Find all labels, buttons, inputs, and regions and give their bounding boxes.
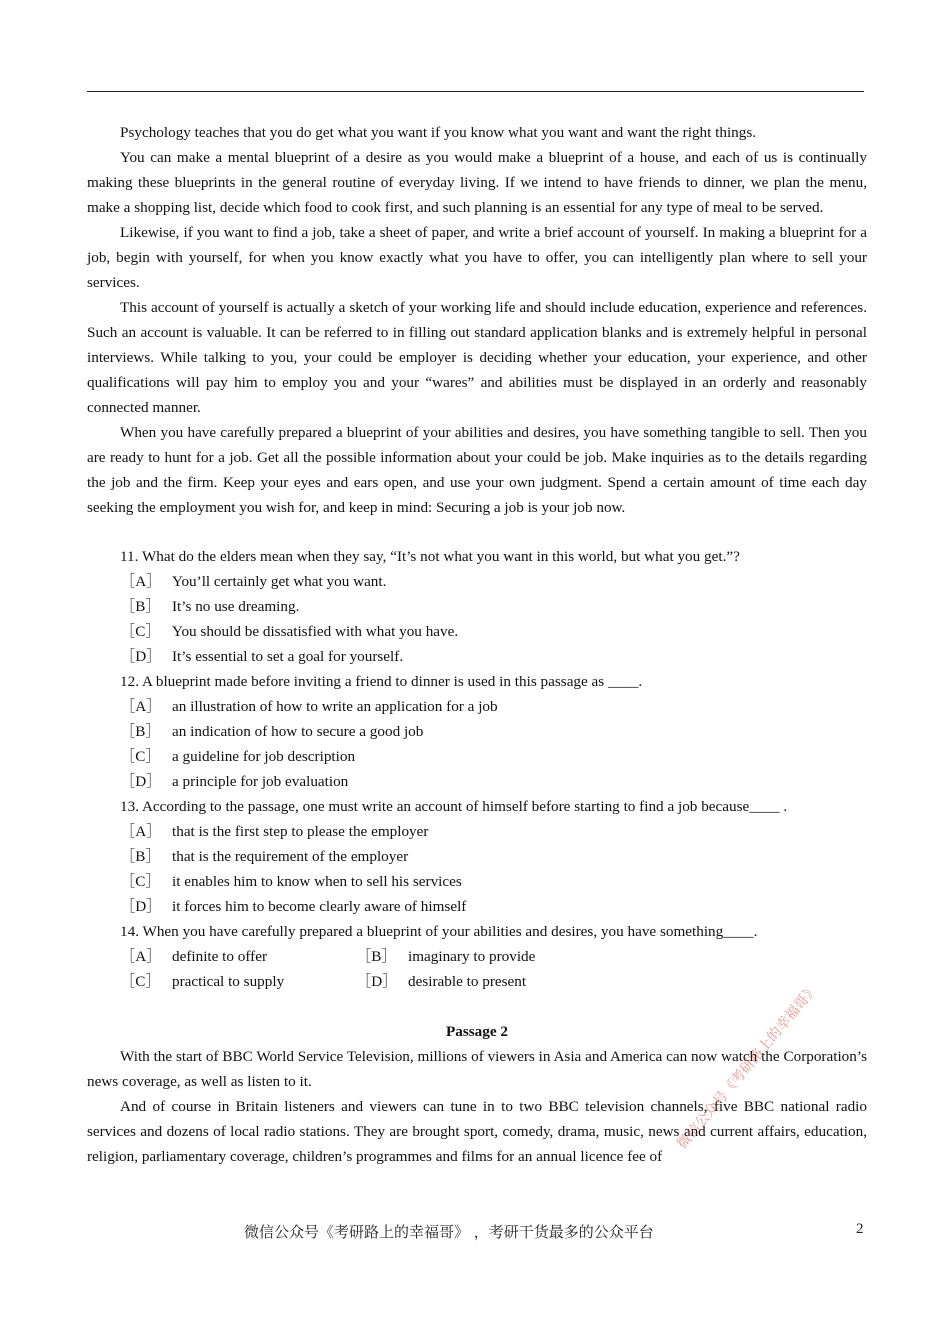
option-a: ［A］ that is the first step to please the employer: [120, 823, 429, 840]
header-rule: [87, 91, 864, 92]
page-number: 2: [856, 1221, 864, 1237]
question-14: [87, 919, 867, 994]
option-c: ［C］ You should be dissatisfied with what you have.: [120, 623, 459, 640]
option-b: ［B］ an indication of how to secure a good job: [120, 723, 424, 740]
question-12: [87, 669, 867, 794]
paragraph: Psychology teaches that you do get what you want if you know what you want and want the right things.: [120, 124, 757, 141]
page-content: [87, 120, 867, 1169]
question-stem: 11. What do the elders mean when they say, “It’s not what you want in this world, but what you get.”?: [120, 548, 740, 565]
option-b-label: ［B］: [356, 948, 397, 965]
option-d-text: desirable to present: [408, 973, 527, 990]
paragraph: And of course in Britain listeners and viewers can tune in to two BBC television channels, five BBC national radio services and dozens of local radio stations. They are brought sport, comedy, drama, music, news and current affairs, education, religion, parliamentary coverage, children’s programmes and films for an annual licence fee of: [87, 1098, 867, 1165]
paragraph: You can make a mental blueprint of a desire as you would make a blueprint of a house, and each of us is continually making these blueprints in the general routine of everyday living. If we intend to have friends to dinner, we plan the menu, make a shopping list, decide which food to cook first, and such planning is an essential for any type of meal to be served.: [87, 149, 867, 216]
option-a: ［A］ an illustration of how to write an application for a job: [120, 698, 498, 715]
question-stem: 14. When you have carefully prepared a blueprint of your abilities and desires, you have something____.: [120, 923, 758, 940]
option-d: ［D］ It’s essential to set a goal for yourself.: [120, 648, 404, 665]
option-c-text: practical to supply: [172, 973, 285, 990]
footer-text: 微信公众号《考研路上的幸福哥》 ，考研干货最多的公众平台: [244, 1223, 654, 1241]
option-c: ［C］ a guideline for job description: [120, 748, 356, 765]
spacer: [87, 994, 867, 1019]
passage-title: Passage 2: [445, 1023, 508, 1040]
option-b: ［B］ that is the requirement of the employer: [120, 848, 409, 865]
question-stem: 12. A blueprint made before inviting a friend to dinner is used in this passage as ____.: [120, 673, 643, 690]
option-d: ［D］ it forces him to become clearly aware of himself: [120, 898, 467, 915]
paragraph: When you have carefully prepared a blueprint of your abilities and desires, you have something tangible to sell. Then you are ready to hunt for a job. Get all the possible information about your could be job. Make inquiries as to the details regarding the job and the firm. Keep your eyes and ears open, and use your own judgment. Spend a certain amount of time each day seeking the employment you wish for, and keep in mind: Securing a job is your job now.: [87, 424, 867, 516]
option-a-text: definite to offer: [172, 948, 268, 965]
option-d: ［D］ a principle for job evaluation: [120, 773, 349, 790]
option-b-text: imaginary to provide: [408, 948, 536, 965]
option-a: ［A］ You’ll certainly get what you want.: [120, 573, 387, 590]
question-11: [87, 544, 867, 669]
paragraph: This account of yourself is actually a sketch of your working life and should include education, experience and references. Such an account is valuable. It can be referred to in filling out standard application blanks and is extremely helpful in personal interviews. While talking to you, your could be employer is deciding whether your education, your experience, and other qualifications will pay him to employ you and your “wares” and abilities must be displayed in an orderly and reasonably connected manner.: [87, 299, 867, 416]
paragraph: With the start of BBC World Service Television, millions of viewers in Asia and America can now watch the Corporation’s news coverage, as well as listen to it.: [87, 1048, 867, 1090]
watermark-stamp: 微信公众号《考研路上的幸福哥》: [674, 981, 822, 1153]
option-d-label: ［D］: [356, 973, 398, 990]
option-b: ［B］ It’s no use dreaming.: [120, 598, 300, 615]
question-13: [87, 794, 867, 919]
option-c-label: ［C］: [120, 973, 161, 990]
option-row: [87, 944, 867, 969]
question-stem: 13. According to the passage, one must write an account of himself before starting to find a job because____ .: [120, 798, 788, 815]
option-a-label: ［A］: [120, 948, 162, 965]
option-row: [87, 969, 867, 994]
paragraph: Likewise, if you want to find a job, take a sheet of paper, and write a brief account of yourself. In making a blueprint for a job, begin with yourself, for when you know exactly what you have to offer, you can intelligently plan where to sell your services.: [87, 224, 867, 291]
option-c: ［C］ it enables him to know when to sell his services: [120, 873, 462, 890]
spacer: [87, 520, 867, 544]
